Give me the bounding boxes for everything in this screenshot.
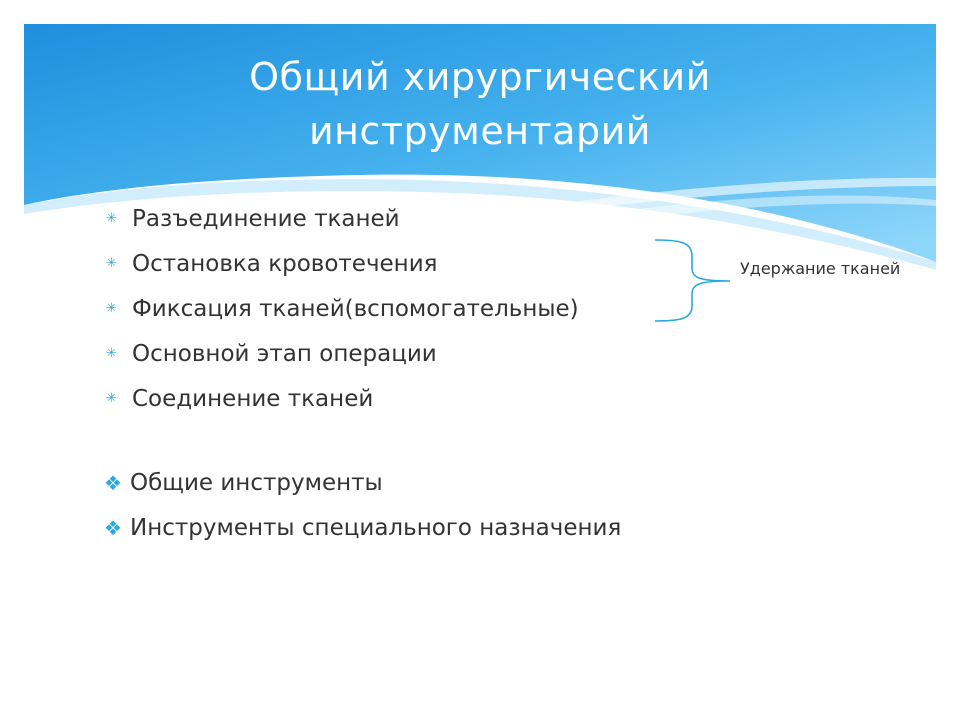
list-item-text: Фиксация тканей(вспомогательные) (132, 295, 579, 322)
star-bullet-icon: ✳ (106, 346, 117, 361)
star-bullet-icon: ✳ (106, 256, 117, 271)
star-bullet-icon: ✳ (106, 301, 117, 316)
list-item-text: Общие инструменты (130, 469, 383, 496)
diamond-bullet-icon: ❖ (104, 470, 122, 495)
list-item (104, 460, 621, 505)
list-item (104, 241, 579, 286)
list-item (104, 505, 621, 550)
list-item-text: Остановка кровотечения (132, 250, 438, 277)
slide-title (180, 50, 780, 158)
list-item (104, 376, 579, 421)
title-line-1: Общий хирургический (249, 55, 711, 99)
list-item (104, 196, 579, 241)
list-item-text: Инструменты специального назначения (130, 514, 622, 541)
list-item-text: Соединение тканей (132, 385, 374, 412)
star-bullet-icon: ✳ (106, 391, 117, 406)
list-item-text: Разъединение тканей (132, 205, 400, 232)
list-item-text: Основной этап операции (132, 340, 437, 367)
title-line-2: инструментарий (308, 109, 651, 153)
primary-bullet-list (104, 196, 579, 421)
diamond-bullet-icon: ❖ (104, 515, 122, 540)
brace-label: Удержание тканей (740, 259, 901, 278)
secondary-bullet-list (104, 460, 621, 550)
list-item (104, 331, 579, 376)
list-item (104, 286, 579, 331)
star-bullet-icon: ✳ (106, 211, 117, 226)
